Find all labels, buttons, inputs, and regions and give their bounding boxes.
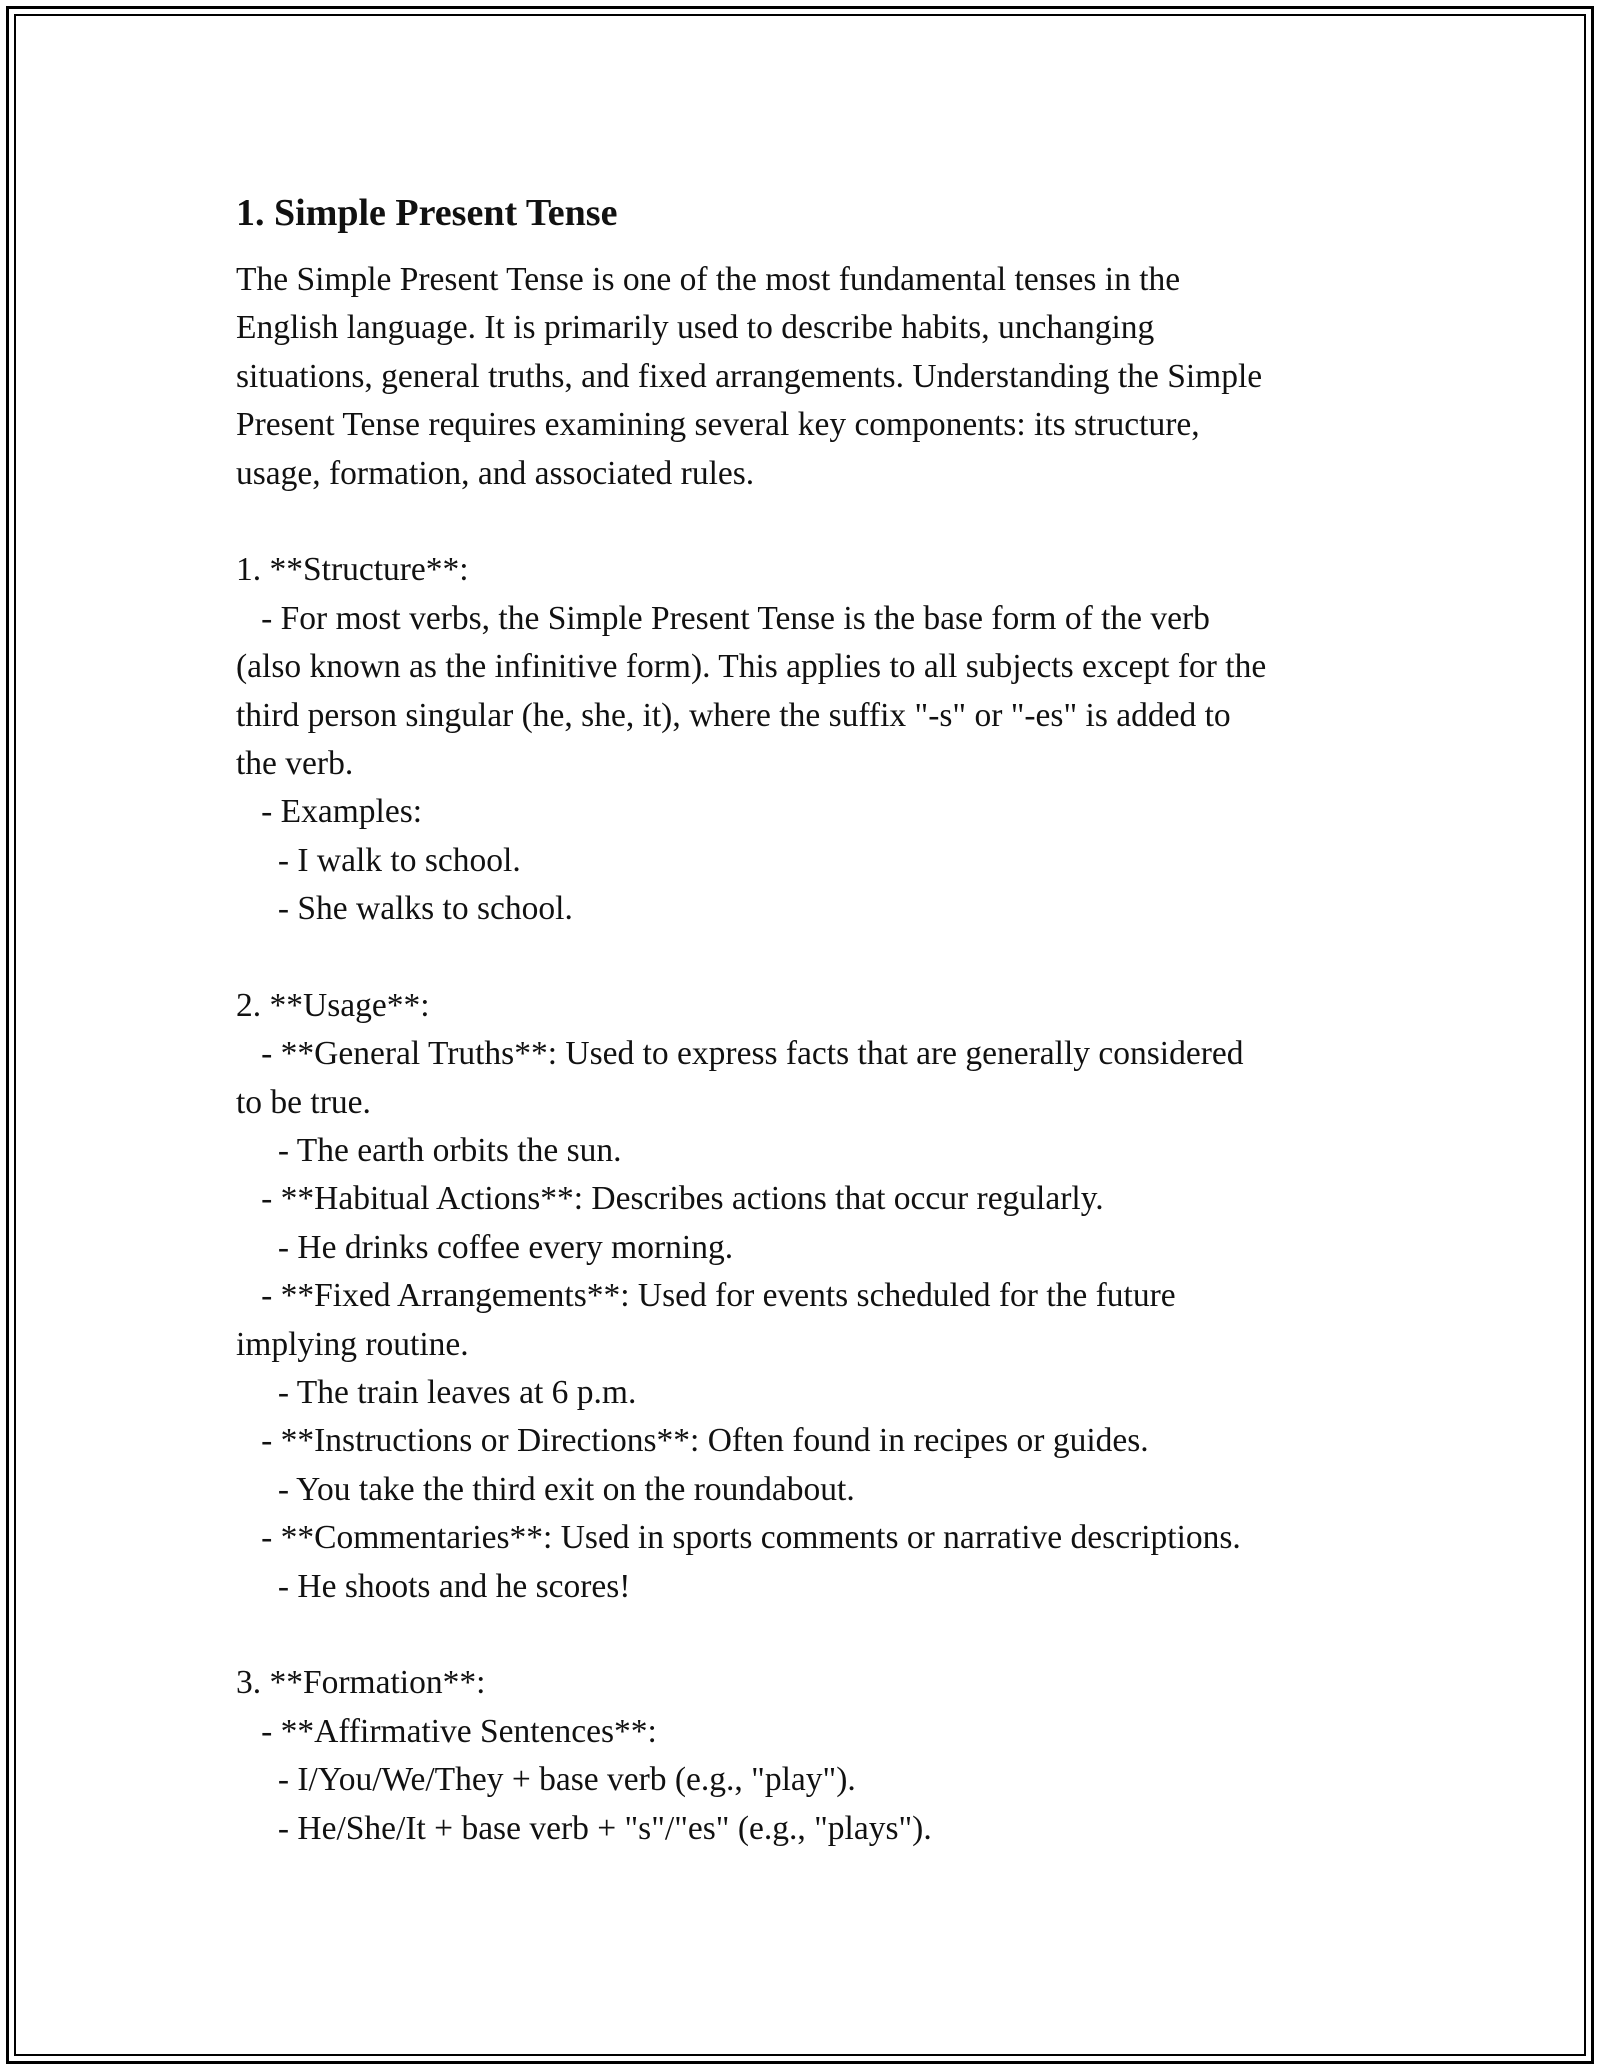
- text-line: situations, general truths, and fixed arrangements. Understanding the Simple: [236, 357, 1263, 395]
- example-line: - The earth orbits the sun.: [236, 1132, 622, 1170]
- text-line: - For most verbs, the Simple Present Tense is the base form of the verb: [236, 599, 1210, 637]
- example-line: - The train leaves at 6 p.m.: [236, 1373, 637, 1411]
- example-line: - He drinks coffee every morning.: [236, 1228, 734, 1266]
- blank-line: [236, 498, 1376, 546]
- text-line: - **Fixed Arrangements**: Used for events scheduled for the future: [236, 1277, 1176, 1315]
- document-page: [236, 186, 1376, 1853]
- text-line: The Simple Present Tense is one of the most fundamental tenses in the: [236, 261, 1181, 298]
- text-line: usage, formation, and associated rules.: [236, 454, 755, 492]
- example-line: - She walks to school.: [236, 890, 573, 928]
- list-heading-usage: 2. **Usage**:: [236, 986, 430, 1024]
- text-line: - **General Truths**: Used to express facts that are generally considered: [236, 1035, 1244, 1073]
- text-line: the verb.: [236, 744, 354, 782]
- text-line: to be true.: [236, 1083, 371, 1121]
- text-line: Present Tense requires examining several key components: its structure,: [236, 406, 1200, 444]
- document-body: [236, 256, 1376, 1853]
- text-line: implying routine.: [236, 1325, 469, 1363]
- example-line: - He/She/It + base verb + "s"/"es" (e.g., "plays").: [236, 1809, 932, 1847]
- list-heading-structure: 1. **Structure**:: [236, 551, 469, 589]
- example-line: - He shoots and he scores!: [236, 1567, 631, 1605]
- example-line: - I walk to school.: [236, 841, 521, 879]
- text-line: third person singular (he, she, it), where the suffix "-s" or "-es" is added to: [236, 696, 1231, 734]
- text-line: - **Habitual Actions**: Describes actions that occur regularly.: [236, 1180, 1104, 1218]
- text-line: (also known as the infinitive form). This applies to all subjects except for the: [236, 648, 1267, 686]
- list-heading-formation: 3. **Formation**:: [236, 1664, 486, 1702]
- example-line: - I/You/We/They + base verb (e.g., "play").: [236, 1761, 856, 1799]
- section-heading: 1. Simple Present Tense: [236, 192, 618, 234]
- text-line: - **Instructions or Directions**: Often found in recipes or guides.: [236, 1422, 1149, 1460]
- text-line: - **Commentaries**: Used in sports comments or narrative descriptions.: [236, 1519, 1241, 1557]
- text-line: - **Affirmative Sentences**:: [236, 1712, 657, 1750]
- blank-line: [236, 1611, 1376, 1659]
- blank-line: [236, 933, 1376, 981]
- example-line: - You take the third exit on the roundabout.: [236, 1470, 855, 1508]
- text-line: - Examples:: [236, 793, 423, 831]
- text-line: English language. It is primarily used to describe habits, unchanging: [236, 309, 1155, 347]
